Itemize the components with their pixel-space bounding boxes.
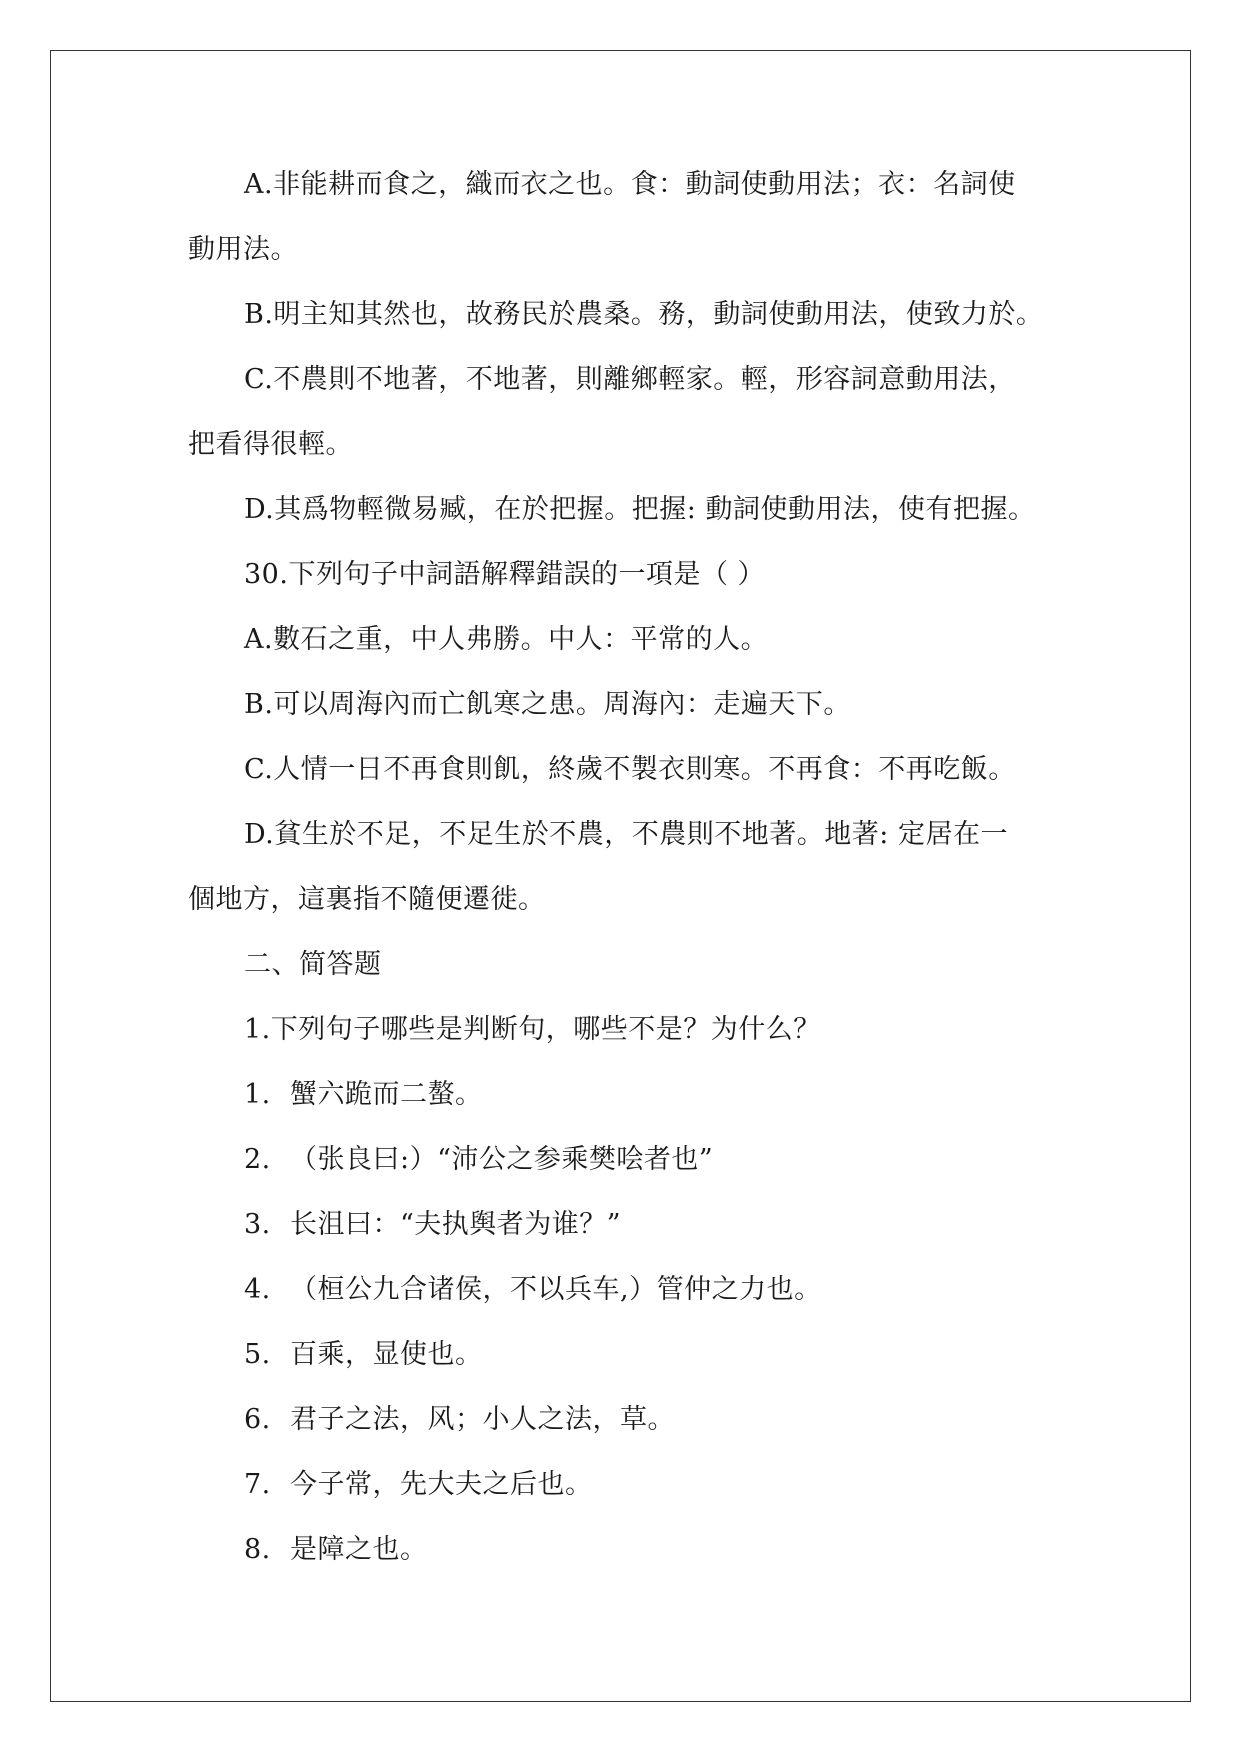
paragraph-line: C.人情一日不再食則飢，終歲不製衣則寒。不再食：不再吃飯。 <box>244 754 1016 785</box>
list-item-number: 4. <box>244 1274 271 1305</box>
paragraph-line: A.非能耕而食之，織而衣之也。食：動詞使動用法；衣：名詞使 <box>244 169 1016 200</box>
list-item-text: （张良曰:）“沛公之参乘樊哙者也” <box>290 1144 714 1175</box>
question-line: 30.下列句子中詞語解釋錯誤的一項是（ ） <box>244 559 766 590</box>
list-item-number: 7. <box>244 1469 271 1500</box>
list-item <box>188 1127 1068 1192</box>
list-item-number: 5. <box>244 1339 271 1370</box>
paragraph-line: D.貧生於不足，不足生於不農，不農則不地著。地著: 定居在一 <box>244 819 1008 850</box>
paragraph-option-b-usage <box>188 282 1068 347</box>
list-item-text: 长沮曰：“夫执舆者为谁？” <box>290 1209 622 1240</box>
section-heading: 二、简答题 <box>244 949 382 980</box>
question-line: 1.下列句子哪些是判断句，哪些不是？为什么？ <box>244 1014 821 1045</box>
paragraph-line: 把看得很輕。 <box>188 429 353 460</box>
list-item <box>188 1062 1068 1127</box>
paragraph-line: D.其爲物輕微易臧，在於把握。把握: 動詞使動用法，使有把握。 <box>244 494 1036 525</box>
list-item-number: 6. <box>244 1404 271 1435</box>
list-item-number: 3. <box>244 1209 271 1240</box>
list-item-text: 是障之也。 <box>290 1534 428 1565</box>
paragraph-line: 個地方，這裏指不隨便遷徙。 <box>188 884 546 915</box>
list-item <box>188 1257 1068 1322</box>
list-item-text: 今子常，先大夫之后也。 <box>290 1469 593 1500</box>
numbered-list <box>188 1062 1068 1582</box>
list-item-text: 君子之法，风；小人之法，草。 <box>290 1404 675 1435</box>
list-item-text: 百乘，显使也。 <box>290 1339 483 1370</box>
paragraph-line: C.不農則不地著，不地著，則離鄉輕家。輕，形容詞意動用法， <box>244 364 1016 395</box>
list-item <box>188 1387 1068 1452</box>
paragraph-option-a-usage <box>188 152 1068 282</box>
paragraph-line: B.可以周海內而亡飢寒之患。周海內：走遍天下。 <box>244 689 851 720</box>
list-item <box>188 1452 1068 1517</box>
list-item <box>188 1322 1068 1387</box>
paragraph-line: 動用法。 <box>188 234 298 265</box>
paragraph-option-c-usage <box>188 347 1068 477</box>
paragraph-line: A.數石之重，中人弗勝。中人：平常的人。 <box>244 624 769 655</box>
document-body <box>188 152 1068 1582</box>
list-item <box>188 1192 1068 1257</box>
question-30-option-c <box>188 737 1068 802</box>
short-answer-question-1 <box>188 997 1068 1062</box>
list-item-number: 2. <box>244 1144 271 1175</box>
question-30-option-b <box>188 672 1068 737</box>
question-30-option-a <box>188 607 1068 672</box>
question-30 <box>188 542 1068 607</box>
question-30-option-d <box>188 802 1068 932</box>
list-item-text: 蟹六跪而二螯。 <box>290 1079 483 1110</box>
list-item-number: 1. <box>244 1079 271 1110</box>
paragraph-option-d-usage <box>188 477 1068 542</box>
section-heading-short-answer <box>188 932 1068 997</box>
list-item <box>188 1517 1068 1582</box>
list-item-number: 8. <box>244 1534 271 1565</box>
list-item-text: （桓公九合诸侯，不以兵车,）管仲之力也。 <box>290 1274 822 1305</box>
paragraph-line: B.明主知其然也，故務民於農桑。務，動詞使動用法，使致力於。 <box>244 299 1044 330</box>
